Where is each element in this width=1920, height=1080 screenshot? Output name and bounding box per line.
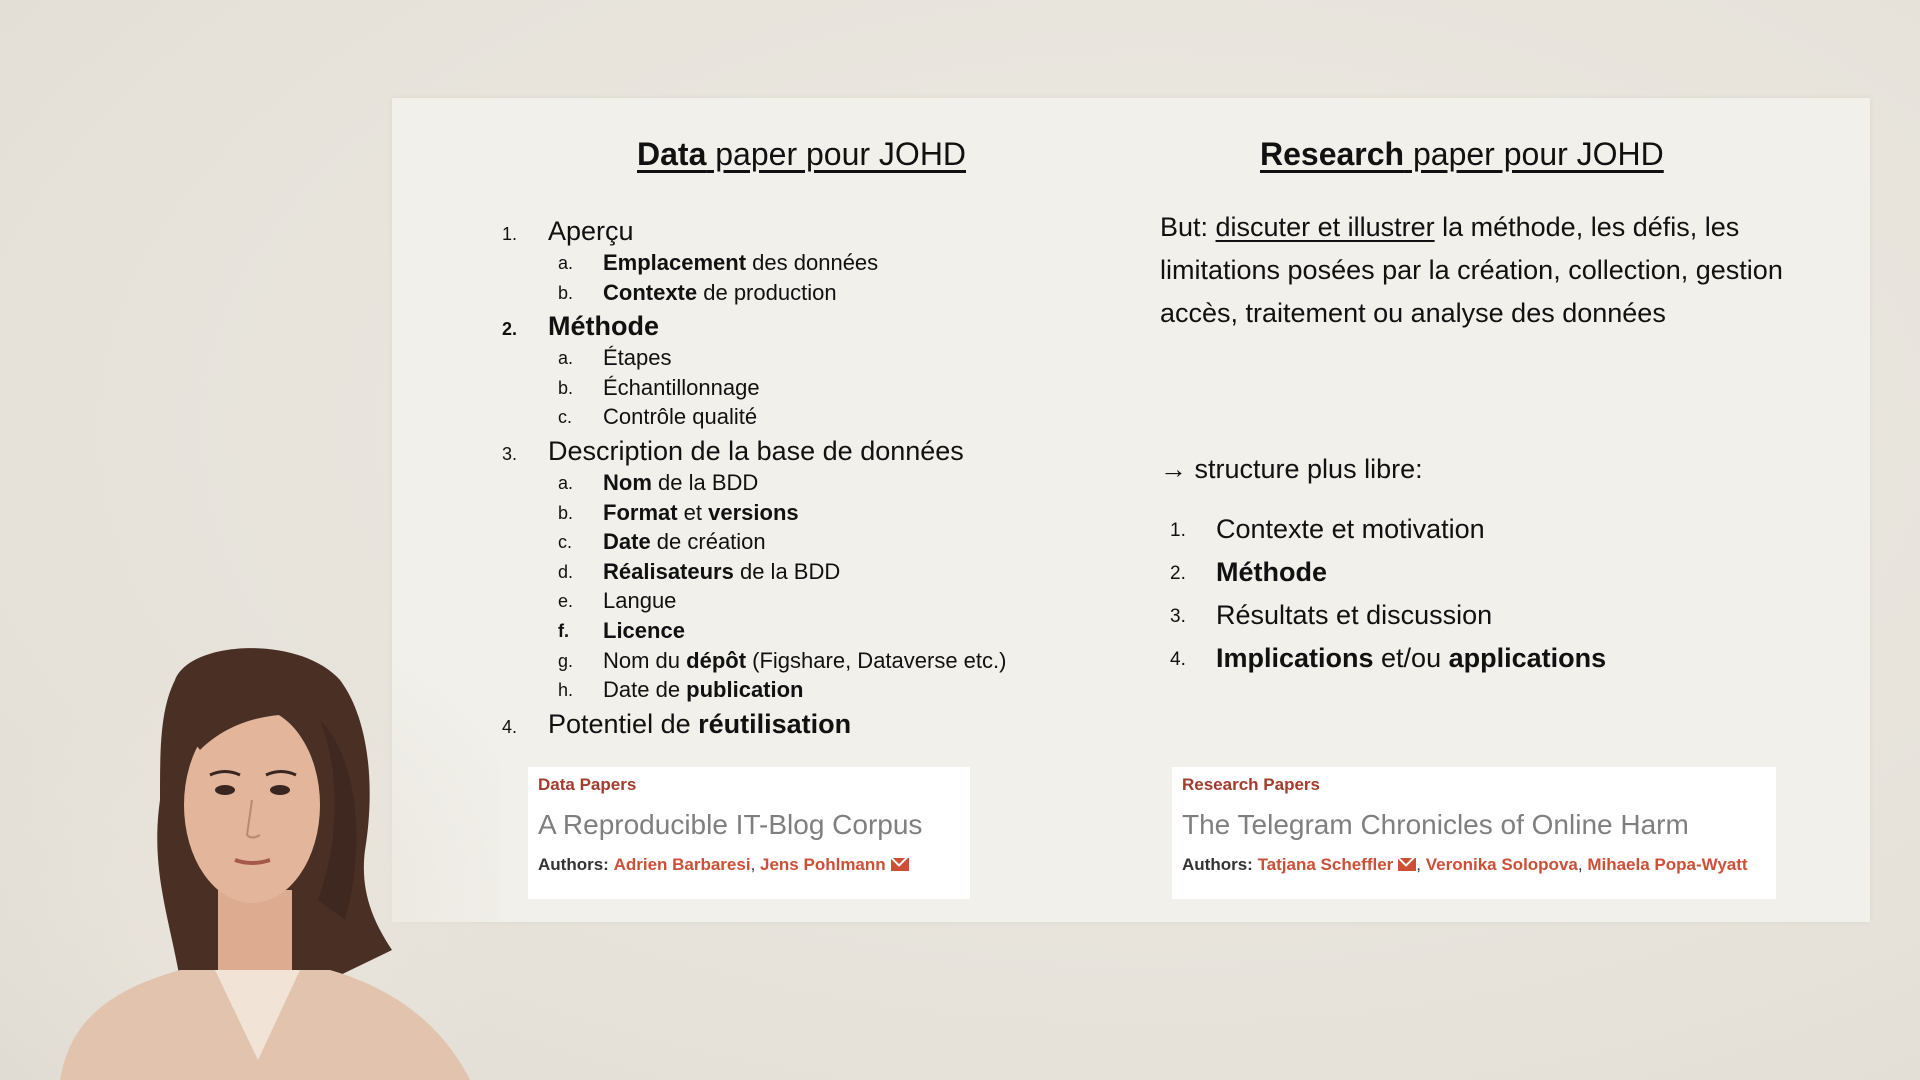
author-link: Jens Pohlmann — [760, 855, 886, 874]
card-category: Research Papers — [1182, 775, 1320, 794]
sub-item: h. Date de publication — [558, 677, 804, 703]
presenter-video — [0, 620, 500, 1080]
sub-item: b. Contexte de production — [558, 279, 837, 305]
author-link: Adrien Barbaresi — [613, 855, 751, 874]
sub-item: a. Étapes — [558, 345, 672, 371]
research-goal-text: But: discuter et illustrer la méthode, les défis, les limitations posées par la création, collection, gestion accès, traitement ou analyse des données — [1160, 212, 1783, 328]
sub-item: b. Échantillonnage — [558, 374, 760, 400]
card-category: Data Papers — [538, 775, 637, 794]
card-title: The Telegram Chronicles of Online Harm — [1182, 809, 1689, 840]
sub-item: c. Contrôle qualité — [558, 404, 758, 430]
card-title: A Reproducible IT-Blog Corpus — [538, 809, 923, 840]
outline-item-reutilisation: 4. Potentiel de réutilisation — [502, 708, 852, 739]
research-item: 4. Implications et/ou applications — [1170, 643, 1607, 673]
sub-item: d. Réalisateurs de la BDD — [558, 558, 841, 584]
data-paper-title: Data paper pour JOHD — [637, 136, 967, 172]
outline-item-methode: 2. Méthode a. Étapes b. Échantillonnage c. Contrôle qualité — [502, 309, 1142, 432]
structure-note: → structure plus libre: — [1160, 454, 1423, 484]
sub-item: f. Licence — [558, 617, 685, 643]
sub-item: a. Emplacement des données — [558, 250, 879, 275]
slide — [392, 98, 1870, 922]
author-link: Tatjana Scheffler — [1257, 855, 1394, 874]
research-paper-title: Research paper pour JOHD — [1260, 136, 1664, 172]
outline-item-description: 3. Description de la base de données a. Nom de la BDD b. Format et versions c. Date de création d. Réalisateurs de la BDD e. Langue f. Licence g. Nom du dépôt (Figshare, Dataverse etc.) h. Date de publication — [502, 434, 1142, 705]
outline-item-apercu: 1. Aperçu a. Emplacement des données b. Contexte de production — [502, 214, 1142, 307]
research-paper-card — [1172, 767, 1776, 899]
research-item: 3. Résultats et discussion — [1170, 600, 1493, 630]
sub-item: e. Langue — [558, 588, 677, 614]
card-authors: Authors: Adrien Barbaresi, Jens Pohlmann — [538, 855, 960, 875]
author-link: Veronika Solopova — [1425, 855, 1578, 874]
data-paper-card — [528, 767, 970, 899]
email-icon — [1398, 858, 1416, 871]
research-paper-outline — [1170, 508, 1606, 680]
sub-item: a. Nom de la BDD — [558, 469, 759, 495]
email-icon — [891, 858, 909, 871]
sub-item: c. Date de création — [558, 529, 766, 555]
author-link: Mihaela Popa-Wyatt — [1587, 855, 1748, 874]
research-item: 1. Contexte et motivation — [1170, 514, 1485, 544]
card-authors: Authors: Tatjana Scheffler , Veronika Solopova, Mihaela Popa-Wyatt — [1182, 855, 1748, 874]
sub-item: g. Nom du dépôt (Figshare, Dataverse etc.) — [558, 647, 1007, 673]
data-paper-outline — [502, 212, 1142, 741]
sub-item: b. Format et versions — [558, 499, 799, 525]
research-item: 2. Méthode — [1170, 557, 1327, 587]
